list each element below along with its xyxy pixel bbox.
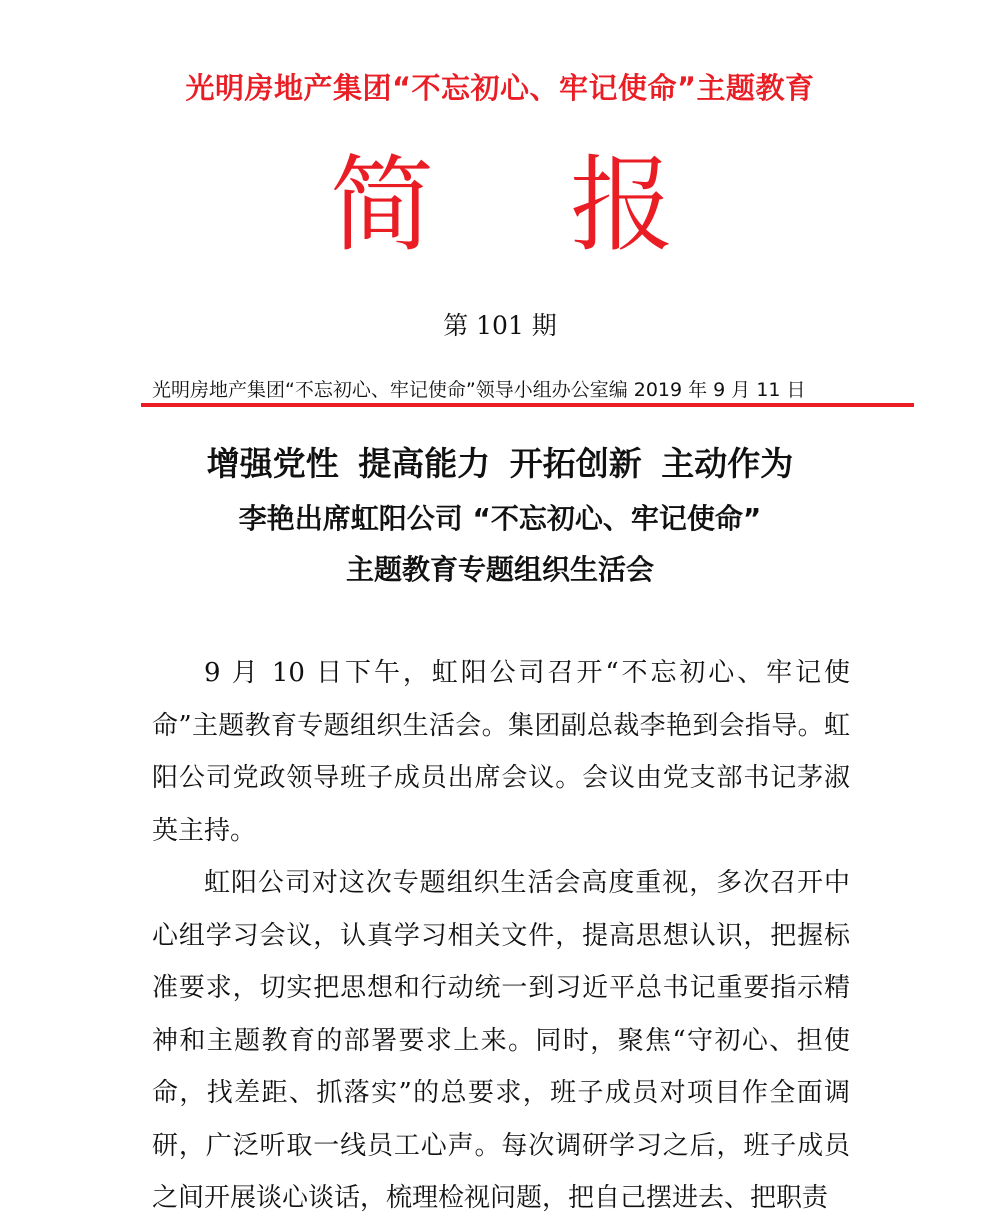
red-divider-rule bbox=[141, 403, 914, 407]
editor-and-date-line: 光明房地产集团“不忘初心、牢记使命”领导小组办公室编 2019 年 9 月 11 日 bbox=[152, 379, 806, 401]
article-subtitle-line-1: 李艳出席虹阳公司 “不忘初心、牢记使命” bbox=[238, 502, 762, 535]
masthead-char-bao: 报 bbox=[570, 144, 675, 266]
article-body bbox=[152, 647, 850, 1224]
article-title: 增强党性 提高能力 开拓创新 主动作为 bbox=[206, 444, 794, 483]
article-paragraph-1: 9 月 10 日下午，虹阳公司召开“不忘初心、牢记使命”主题教育专题组织生活会。集团副总裁李艳到会指导。虹阳公司党政领导班子成员出席会议。会议由党支部书记茅淑英主持。 bbox=[152, 658, 850, 846]
bulletin-header-title: 光明房地产集团“不忘初心、牢记使命”主题教育 bbox=[185, 71, 815, 105]
article-paragraph-2: 虹阳公司对这次专题组织生活会高度重视，多次召开中心组学习会议，认真学习相关文件，提高思想认识，把握标准要求，切实把思想和行动统一到习近平总书记重要指示精神和主题教育的部署要求上来。同时，聚焦“守初心、担使命，找差距、抓落实”的总要求，班子成员对项目作全面调研，广泛听取一线员工心声。每次调研学习之后，班子成员之间开展谈心谈话，梳理检视问题，把自己摆进去、把职责 bbox=[152, 868, 850, 1213]
issue-number: 第 101 期 bbox=[443, 311, 557, 340]
article-subtitle-line-2: 主题教育专题组织生活会 bbox=[345, 553, 654, 586]
masthead-char-jian: 简 bbox=[330, 144, 435, 266]
